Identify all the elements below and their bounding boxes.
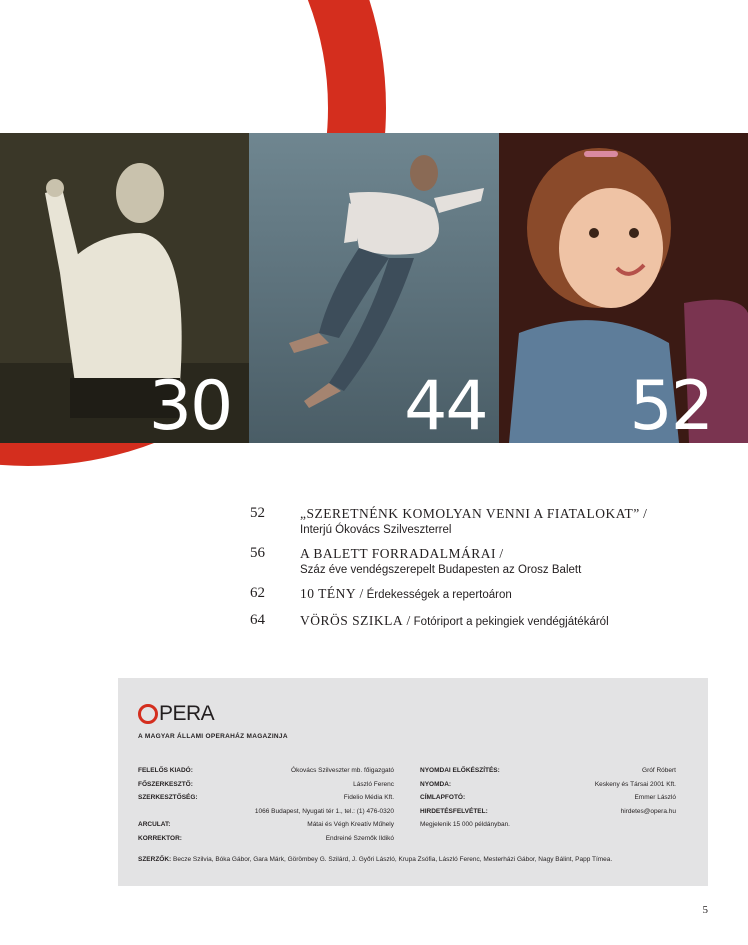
page-folio: 5 bbox=[702, 904, 708, 916]
impressum-label: NYOMDAI ELŐKÉSZÍTÉS: bbox=[420, 767, 500, 774]
toc-entry[interactable] bbox=[250, 545, 720, 576]
toc-title: A BALETT FORRADALMÁRAI bbox=[300, 546, 497, 561]
toc-subtitle: Érdekességek a repertoáron bbox=[366, 589, 512, 601]
opera-logo bbox=[138, 702, 214, 726]
impressum-row bbox=[138, 805, 394, 819]
toc-entry[interactable] bbox=[250, 585, 720, 603]
dancer-photo[interactable] bbox=[249, 133, 498, 443]
impressum-value: László Ferenc bbox=[353, 780, 394, 788]
impressum-row bbox=[138, 778, 394, 792]
toc-page-number: 62 bbox=[250, 585, 265, 601]
toc-subtitle: Interjú Ókovács Szilveszterrel bbox=[300, 524, 452, 536]
impressum-value: Endreiné Szemők Ildikó bbox=[325, 834, 394, 842]
print-run-note: Megjelenik 15 000 példányban. bbox=[420, 821, 510, 829]
authors-label: SZERZŐK: bbox=[138, 856, 172, 863]
impressum-row bbox=[420, 764, 676, 778]
conductor-photo[interactable] bbox=[0, 133, 249, 443]
impressum-label: KORREKTOR: bbox=[138, 834, 182, 842]
toc-page-number: 56 bbox=[250, 545, 265, 561]
feature-page-number: 30 bbox=[148, 367, 232, 443]
impressum-right-column bbox=[420, 764, 676, 832]
impressum-row bbox=[420, 778, 676, 792]
impressum-label: FELELŐS KIADÓ: bbox=[138, 767, 193, 774]
toc-page-number: 52 bbox=[250, 505, 265, 521]
impressum-label: CÍMLAPFOTÓ: bbox=[420, 794, 466, 802]
toc-title: „SZERETNÉNK KOMOLYAN VENNI A FIATALOKAT” bbox=[300, 506, 640, 521]
photo-strip bbox=[0, 133, 748, 443]
toc-entry[interactable] bbox=[250, 505, 720, 536]
impressum-label: HIRDETÉSFELVÉTEL: bbox=[420, 807, 488, 815]
impressum-row[interactable] bbox=[420, 805, 676, 819]
child-photo[interactable] bbox=[499, 133, 748, 443]
impressum-row bbox=[138, 832, 394, 846]
toc-title: 10 TÉNY bbox=[300, 586, 357, 601]
impressum-value: Mátai és Végh Kreatív Műhely bbox=[307, 821, 394, 829]
feature-page-number: 52 bbox=[629, 367, 712, 443]
toc-separator: / bbox=[403, 613, 414, 628]
impressum-left-column bbox=[138, 764, 394, 846]
impressum-value: Ókovács Szilveszter mb. főigazgató bbox=[291, 767, 394, 774]
toc-separator: / bbox=[639, 506, 647, 521]
feature-page-number: 44 bbox=[404, 367, 487, 443]
toc-subtitle: Fotóriport a pekingiek vendégjátékáról bbox=[413, 616, 609, 628]
table-of-contents bbox=[250, 505, 720, 639]
toc-entry[interactable] bbox=[250, 612, 720, 630]
impressum-value: Fidelio Média Kft. bbox=[343, 794, 394, 802]
toc-subtitle: Száz éve vendégszerepelt Budapesten az Orosz Balett bbox=[300, 564, 582, 576]
authors-list: Becze Szilvia, Bóka Gábor, Gara Márk, Görömbey G. Szilárd, J. Győri László, Krupa Zsófia, László Ferenc, Mesterházi Gábor, Nagy Bálint, Papp Tímea. bbox=[173, 856, 613, 863]
toc-title: VÖRÖS SZIKLA bbox=[300, 613, 404, 628]
impressum-row bbox=[138, 764, 394, 778]
logo-o-ring-icon bbox=[138, 704, 158, 724]
impressum-row bbox=[138, 791, 394, 805]
impressum-label: FŐSZERKESZTŐ: bbox=[138, 780, 193, 788]
impressum-row bbox=[420, 818, 676, 832]
impressum-value: Gróf Róbert bbox=[642, 767, 676, 774]
impressum-value: 1066 Budapest, Nyugati tér 1., tel.: (1) 476-0320 bbox=[254, 807, 394, 815]
impressum-panel bbox=[118, 678, 708, 886]
email-link[interactable]: hirdetes@opera.hu bbox=[620, 807, 676, 815]
impressum-row bbox=[420, 791, 676, 805]
impressum-label: NYOMDA: bbox=[420, 780, 452, 788]
impressum-value: Keskeny és Társai 2001 Kft. bbox=[594, 780, 676, 788]
impressum-row bbox=[138, 818, 394, 832]
toc-page-number: 64 bbox=[250, 612, 265, 628]
logo-text: PERA bbox=[159, 702, 215, 725]
impressum-label: ARCULAT: bbox=[138, 821, 171, 829]
toc-separator: / bbox=[356, 586, 367, 601]
impressum-label: SZERKESZTŐSÉG: bbox=[138, 794, 198, 802]
impressum-value: Emmer László bbox=[634, 794, 676, 802]
magazine-tagline: A MAGYAR ÁLLAMI OPERAHÁZ MAGAZINJA bbox=[138, 733, 288, 740]
authors-line bbox=[138, 856, 698, 863]
toc-separator: / bbox=[496, 546, 504, 561]
